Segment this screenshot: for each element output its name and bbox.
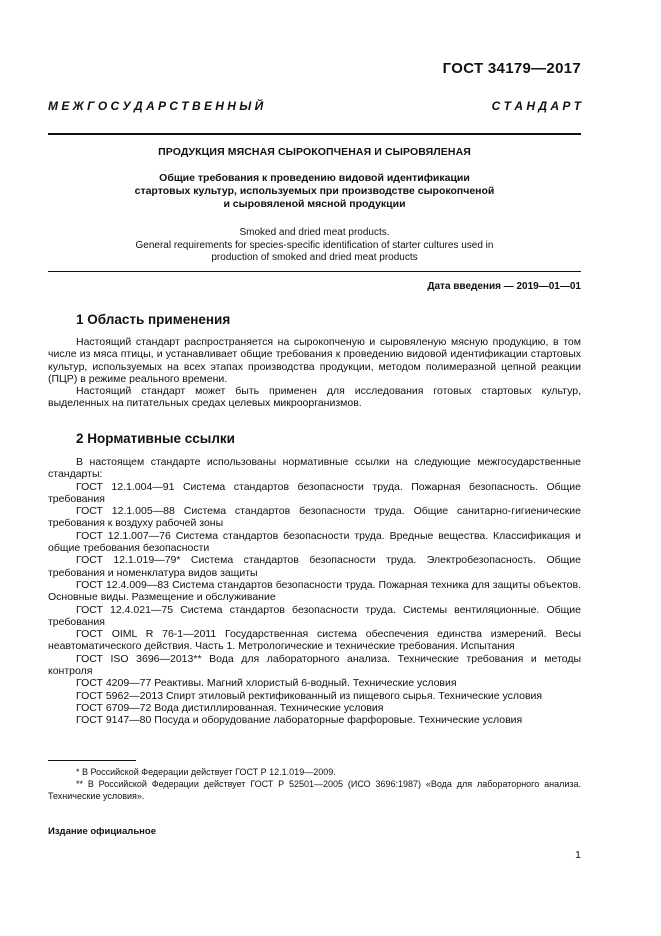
subtitle-line: Общие требования к проведению видовой идентификации <box>159 172 470 184</box>
section-1-heading: 1 Область применения <box>76 312 231 327</box>
standard-type-word: С Т А Н Д А Р Т <box>491 99 581 113</box>
reference-item: ГОСТ 6709—72 Вода дистиллированная. Технические условия <box>76 701 384 714</box>
footnote: * В Российской Федерации действует ГОСТ Р 12.1.019—2009. <box>76 767 336 777</box>
standard-type-heading <box>48 99 581 113</box>
reference-item: ГОСТ 12.1.007—76 Система стандартов безопасности труда. Вредные вещества. Классификация и общие требования безопасности <box>48 529 581 555</box>
footnotes <box>48 766 581 802</box>
page-number: 1 <box>575 849 581 861</box>
english-title-line: General requirements for species-specific identification of starter cultures used in <box>135 239 494 251</box>
reference-item: ГОСТ 12.4.021—75 Система стандартов безопасности труда. Системы вентиляционные. Общие требования <box>48 603 581 628</box>
reference-item: ГОСТ 12.1.004—91 Система стандартов безопасности труда. Пожарная безопасность. Общие требования <box>48 480 581 505</box>
header-divider <box>48 133 581 135</box>
reference-item: ГОСТ 12.4.009—83 Система стандартов безопасности труда. Пожарная техника для защиты объектов. Основные виды. Размещение и обслуживание <box>48 578 581 604</box>
reference-item: ГОСТ 12.1.019—79* Система стандартов безопасности труда. Электробезопасность. Общие требования и номенклатура видов защиты <box>48 554 581 579</box>
paragraph: Настоящий стандарт распространяется на сырокопченую и сыровяленую мясную продукцию, в том числе из мяса птицы, и устанавливает общие требования к проведению видовой идентификации стартовых культур, используемых на всех этапах производства продукции, методом полимеразной цепной реакции (ПЦР) в режиме реального времени. <box>48 336 581 385</box>
subtitle-line: и сыровяленой мясной продукции <box>223 198 406 210</box>
section-1-body <box>48 336 581 410</box>
introduction-date: Дата введения — 2019—01—01 <box>427 281 581 292</box>
subtitle-line: стартовых культур, используемых при производстве сырокопченой <box>134 185 495 197</box>
reference-item: ГОСТ 12.1.005—88 Система стандартов безопасности труда. Общие санитарно-гигиенические требования к воздуху рабочей зоны <box>48 505 581 530</box>
document-title: ПРОДУКЦИЯ МЯСНАЯ СЫРОКОПЧЕНАЯ И СЫРОВЯЛЕНАЯ <box>158 146 471 158</box>
footnote: ** В Российской Федерации действует ГОСТ Р 52501—2005 (ИСО 3696:1987) «Вода для лабораторного анализа. Технические условия». <box>48 779 581 801</box>
english-title-line: production of smoked and dried meat products <box>211 252 418 263</box>
paragraph: Настоящий стандарт может быть применен для исследования готовых стартовых культур, выделенных на питательных средах целевых микроорганизмов. <box>48 385 581 410</box>
english-title-line: Smoked and dried meat products. <box>239 227 390 238</box>
reference-item: ГОСТ OIML R 76-1—2011 Государственная система обеспечения единства измерений. Весы неавтоматического действия. Часть 1. Метрологические и технические требования. Испытания <box>48 628 581 653</box>
title-divider <box>48 271 581 272</box>
reference-item: ГОСТ 4209—77 Реактивы. Магний хлористый 6-водный. Технические условия <box>76 677 457 690</box>
document-number: ГОСТ 34179—2017 <box>442 60 581 77</box>
reference-item: ГОСТ ISO 3696—2013** Вода для лабораторного анализа. Технические требования и методы контроля <box>48 652 581 678</box>
standard-type-word: М Е Ж Г О С У Д А Р С Т В Е Н Н Ы Й <box>48 99 264 113</box>
document-subtitle <box>48 172 581 211</box>
english-title <box>48 227 581 265</box>
reference-item: ГОСТ 9147—80 Посуда и оборудование лабораторные фарфоровые. Технические условия <box>76 714 523 727</box>
official-edition-label: Издание официальное <box>48 826 156 837</box>
reference-item: ГОСТ 5962—2013 Спирт этиловый ректификованный из пищевого сырья. Технические условия <box>76 689 543 702</box>
paragraph: В настоящем стандарте использованы нормативные ссылки на следующие межгосударственные стандарты: <box>48 456 581 481</box>
section-2-body <box>48 456 581 727</box>
section-2-heading: 2 Нормативные ссылки <box>76 431 235 446</box>
footnote-divider <box>48 760 136 761</box>
